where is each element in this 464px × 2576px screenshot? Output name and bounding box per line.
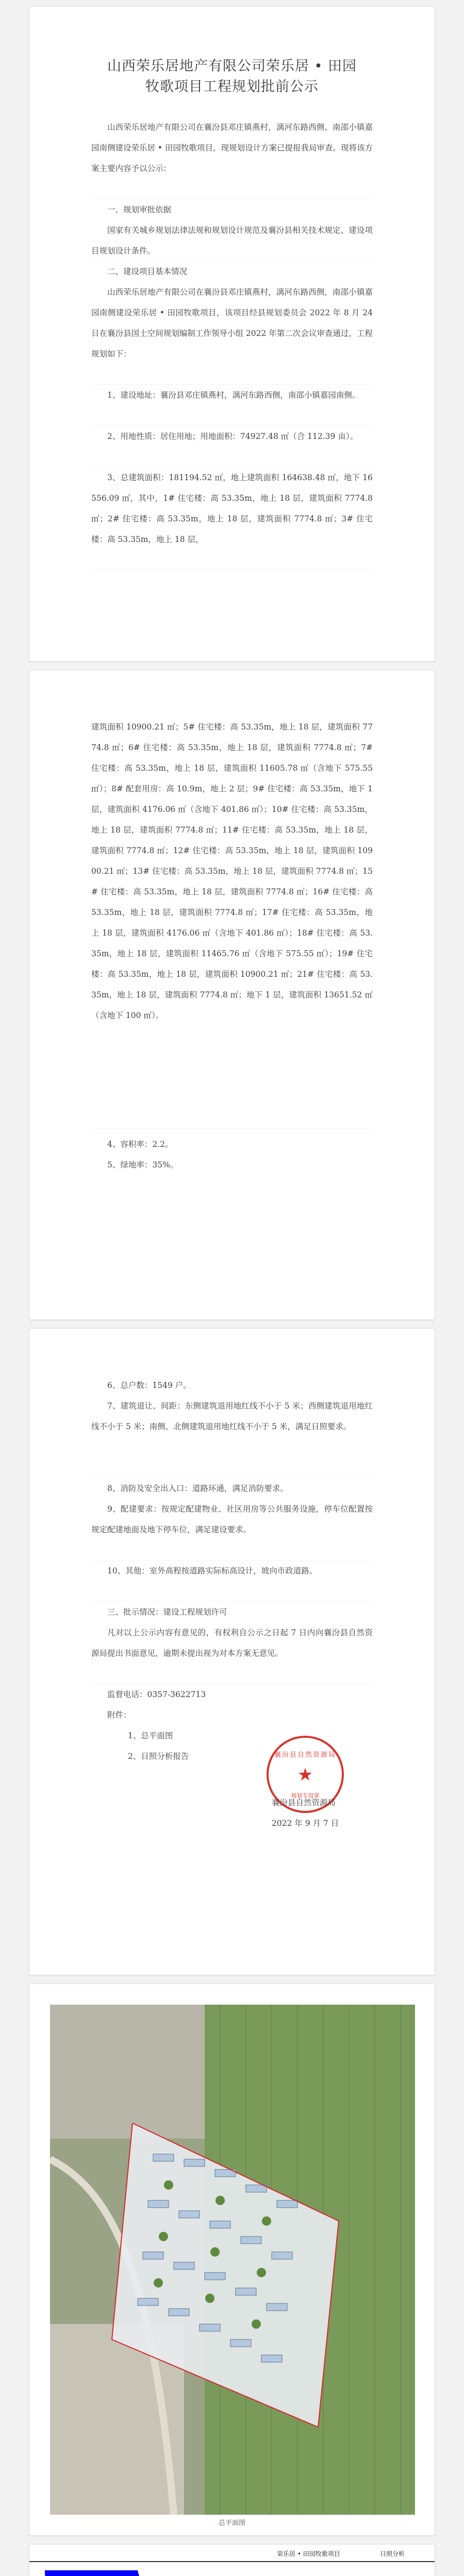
sunlight-heatmap [35,2565,246,2576]
aerial-map [50,2005,415,2515]
item-land-use: 2、用地性质：居住用地；用地面积：74927.48 ㎡（合 112.39 亩）。 [91,426,373,467]
seal-text: 襄汾县自然资源局 [274,1751,336,1759]
item-setback: 7、建筑退让、间距：东侧建筑退用地红线不小于 5 米；西侧建筑退用地红线不小于 5 米；南侧、北侧建筑退用地红线不小于 5 米，满足日照要求。 [91,1396,373,1478]
drawing-project-name: 荣乐居 • 田园牧歌项目 [277,2550,340,2557]
item-households: 6、总户数：1549 户。 [107,1381,191,1390]
item-address: 1、建设地址：襄汾县邓庄镇燕村，漓河东路西侧，南邵小镇嘉园南侧。 [91,385,373,426]
signer: 襄汾县自然资源局 [272,1798,336,1807]
document-page-3 [29,1328,435,1975]
site-plan-caption: 总平面图 [218,2519,245,2527]
intro-paragraph: 山西荣乐居地产有限公司在襄汾县邓庄镇燕村，漓河东路西侧、南邵小镇嘉园南侧建设荣乐居 • 田园牧歌项目，现规划设计方案已提报我局审查。现将该方案主要内容予以公示： [91,117,373,199]
feedback-paragraph: 凡对以上公示内容有意见的，有权利自公示之日起 7 日内向襄汾县自然资源局提出书面意见，逾期未提出视为对本方案无意见。 [91,1622,373,1684]
item-facilities: 9、配建要求：按规定配建物业、社区用房等公共服务设施，停车位配置按规定配建地面及地下停车位，满足建设要求。 [91,1499,373,1561]
item-plot-ratio: 4、容积率：2.2。 [107,1140,173,1149]
site-plan-image [50,2005,415,2515]
drawing-title-bar [29,2545,435,2562]
doc-title-line2: 牧歌项目工程规划批前公示 [145,79,319,95]
doc-title-line1: 山西荣乐居地产有限公司荣乐居 • 田园 [107,58,357,74]
drawing-title: 日照分析 [380,2550,405,2557]
item-other: 10、其他：室外高程按道路实际标高设计，坡向市政道路。 [91,1561,373,1602]
section-heading-2: 二、建设项目基本情况 [107,267,188,276]
item-floor-area-part1: 3、总建筑面积：181194.52 ㎡，地上建筑面积 164638.48 ㎡，地下 16556.09 ㎡，其中，1# 住宅楼：高 53.35m，地上 18 层，建筑面积 7774.8 ㎡；2# 住宅楼：高 53.35m，地上 18 层，建筑面积 7774.8 ㎡；3# 住宅楼：高 53.35m，地上 18 层， [91,467,373,570]
basis-paragraph: 国家有关城乡规划法律法规和规划设计规范及襄汾县相关技术规定、建设项目规划设计条件。 [91,220,373,261]
attachment-label: 附件： [107,1710,131,1720]
seal-subtext: 规划专用章 [291,1792,320,1799]
issue-date: 2022 年 9 月 7 日 [272,1819,339,1828]
item-floor-area-part2: 建筑面积 10900.21 ㎡；5# 住宅楼：高 53.35m，地上 18 层，建筑面积 7774.8 ㎡；6# 住宅楼：高 53.35m，地上 18 层，建筑面积 7774.8 ㎡；7# 住宅楼：高 53.35m，地上 18 层，建筑面积 11605.78 ㎡（含地下 575.55 ㎡）；8# 配套用房：高 10.9m，地上 2 层；9# 住宅楼：高 53.35m，地下 1 层，建筑面积 4176.06 ㎡（含地下 401.86 ㎡）；10# 住宅楼：高 53.35m，地上 18 层，建筑面积 7774.8 ㎡；11# 住宅楼：高 53.35m，地上 18 层，建筑面积 7774.8 ㎡；12# 住宅楼：高 53.35m，地上 18 层，建筑面积 10900.21 ㎡；13# 住宅楼：高 53.35m，地上 18 层，建筑面积 7774.8 ㎡；15# 住宅楼：高 53.35m，地上 18 层，建筑面积 7774.8 ㎡；16# 住宅楼：高 53.35m，地上 18 层，建筑面积 7774.8 ㎡；17# 住宅楼：高 53.35m，地上 18 层，建筑面积 4176.06 ㎡（含地下 401.86 ㎡）；18# 住宅楼：高 53.35m，地上 18 层，建筑面积 11465.76 ㎡（含地下 575.55 ㎡）；19# 住宅楼：高 53.35m，地上 18 层，建筑面积 10900.21 ㎡；21# 住宅楼：高 53.35m，地上 18 层，建筑面积 7774.8 ㎡；地下 1 层，建筑面积 13651.52 ㎡（含地下 100 ㎡）。 [91,717,373,1129]
section-heading-1: 一、规划审批依据 [107,205,172,214]
document-page-1 [29,6,435,662]
seal-star-icon: ★ [297,1765,313,1785]
site-plan-page [29,1984,435,2536]
document-page-2 [29,670,435,1320]
attachment-sunlight-report: 2、日照分析报告 [128,1752,189,1761]
item-green-ratio: 5、绿地率：35%。 [107,1160,178,1170]
project-paragraph: 山西荣乐居地产有限公司在襄汾县邓庄镇燕村，漓河东路西侧，南邵小镇嘉园南侧建设荣乐居 • 田园牧歌项目，该项目经县规划委员会 2022 年 8 月 24 日在襄汾县国土空间规划编制工作领导小组 2022 年第二次会议审查通过，工程规划如下： [91,282,373,385]
sunlight-analysis-page [29,2544,435,2576]
section-heading-3: 三、批示情况：建设工程规划许可 [107,1607,227,1617]
item-fire-safety: 8、消防及安全出入口：道路环通，满足消防要求。 [107,1484,288,1493]
phone-line: 监督电话：0357-3622713 [107,1690,206,1699]
attachment-site-plan: 1、总平面图 [128,1731,173,1740]
